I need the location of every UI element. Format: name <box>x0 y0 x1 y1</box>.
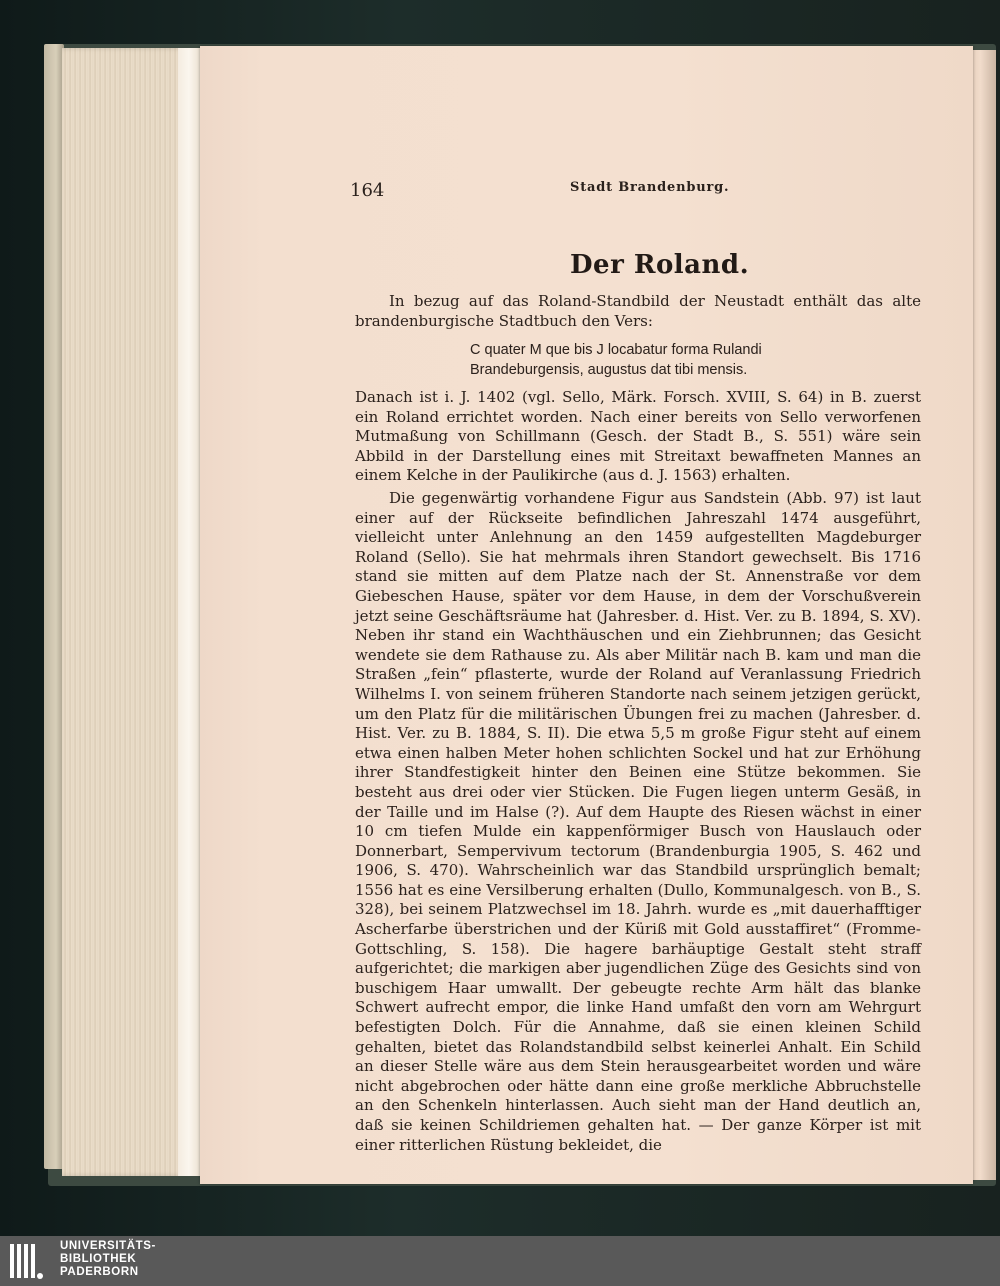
book-spine-edge <box>44 44 64 1169</box>
running-title: Stadt Brandenburg. <box>570 180 730 195</box>
footer-logo-line-2: BIBLIOTHEK <box>60 1253 137 1265</box>
paragraph-2: Die gegenwärtig vorhandene Figur aus Sandstein (Abb. 97) ist laut einer auf der Rückseite befindlichen Jahreszahl 1474 ausgeführt, vielleicht unter Anlehnung an den 1459 aufgestellten Magdeburger Roland (Sello). Sie hat mehrmals ihren Standort gewechselt. Bis 1716 stand sie mitten auf dem Platze nach der St. Annenstraße vor dem Giebeschen Hause, später vor dem Hause, in dem der Vorschußverein jetzt seine Geschäftsräume hat (Jahresber. d. Hist. Ver. zu B. 1894, S. XV). Neben ihr stand ein Wachthäuschen und ein Ziehbrunnen; das Gesicht wendete sie dem Rathause zu. Als aber Militär nach B. kam und man die Straßen „fein“ pflasterte, wurde der Roland auf Veranlassung Friedrich Wilhelms I. von seinem früheren Standorte nach seinem jetzigen gerückt, um den Platz für die militärischen Übungen frei zu machen (Jahresber. d. Hist. Ver. zu B. 1884, S. II). Die etwa 5,5 m große Figur steht auf einem etwa einen halben Meter hohen schlichten Sockel und hat zur Erhöhung ihrer Standfestigkeit hinter den Beinen eine Stütze bekommen. Sie besteht aus drei oder vier Stücken. Die Fugen liegen unterm Gesäß, in der Taille und im Halse (?). Auf dem Haupte des Riesen wächst in einer 10 cm tiefen Mulde ein kappenförmiger Busch von Hauslauch oder Donnerbart, Sempervivum tectorum (Brandenburgia 1905, S. 462 und 1906, S. 470). Wahrscheinlich war das Standbild ursprünglich bemalt; 1556 hat es eine Versilberung erhalten (Dullo, Kommunalgesch. von B., S. 328), bei seinem Platzwechsel im 18. Jahrh. wurde es „mit dauerhafftiger Ascherfarbe überstrichen und der Küriß mit Gold ausstaffiret“ (Fromme-Gottschling, S. 158). Die hagere barhäuptige Gestalt steht straff aufgerichtet; die markigen aber jugendlichen Züge des Gesichts sind von buschigem Haar umwallt. Der gebeugte rechte Arm hält das blanke Schwert aufrecht empor, die linke Hand umfaßt den vorn am Wehrgurt befestigten Dolch. Für die Annahme, daß sie einen kleinen Schild gehalten, bietet das Rolandstandbild selbst keinerlei Anhalt. Ein Schild an dieser Stelle wäre aus dem Stein herausgearbeitet worden und wäre nicht abgebrochen oder hätte dann eine große merkliche Abbruchstelle an den Schenkeln hinterlassen. Auch sieht man der Hand deutlich an, daß sie keinen Schildriemen gehalten hat. — Der ganze Körper ist mit einer ritterlichen Rüstung bekleidet, die <box>355 489 921 1154</box>
page-block-edge-light <box>178 48 200 1176</box>
section-title: Der Roland. <box>570 250 750 280</box>
intro-paragraph: In bezug auf das Roland-Standbild der Neustadt enthält das alte brandenburgische Stadtbuch den Vers: <box>355 292 921 330</box>
page-right-edge <box>970 50 996 1180</box>
paragraph-1: Danach ist i. J. 1402 (vgl. Sello, Märk. Forsch. XVIII, S. 64) in B. zuerst ein Roland errichtet worden. Nach einer bereits von Sello verworfenen Mutmaßung von Schillmann (Gesch. der Stadt B., S. 551) wäre sein Abbild in der Darstellung eines mit Streitaxt bewaffneten Mannes an einem Kelche in der Paulikirche (aus d. J. 1563) erhalten. <box>355 388 921 485</box>
page-number: 164 <box>350 180 385 201</box>
verse-line-2: Brandeburgensis, augustus dat tibi mensis. <box>470 362 748 378</box>
footer-logo-line-1: UNIVERSITÄTS- <box>60 1240 156 1252</box>
verse-line-1: C quater M que bis J locabatur forma Rulandi <box>470 342 762 358</box>
footer-logo-line-3: PADERBORN <box>60 1266 139 1278</box>
library-logo-icon <box>8 1240 44 1282</box>
